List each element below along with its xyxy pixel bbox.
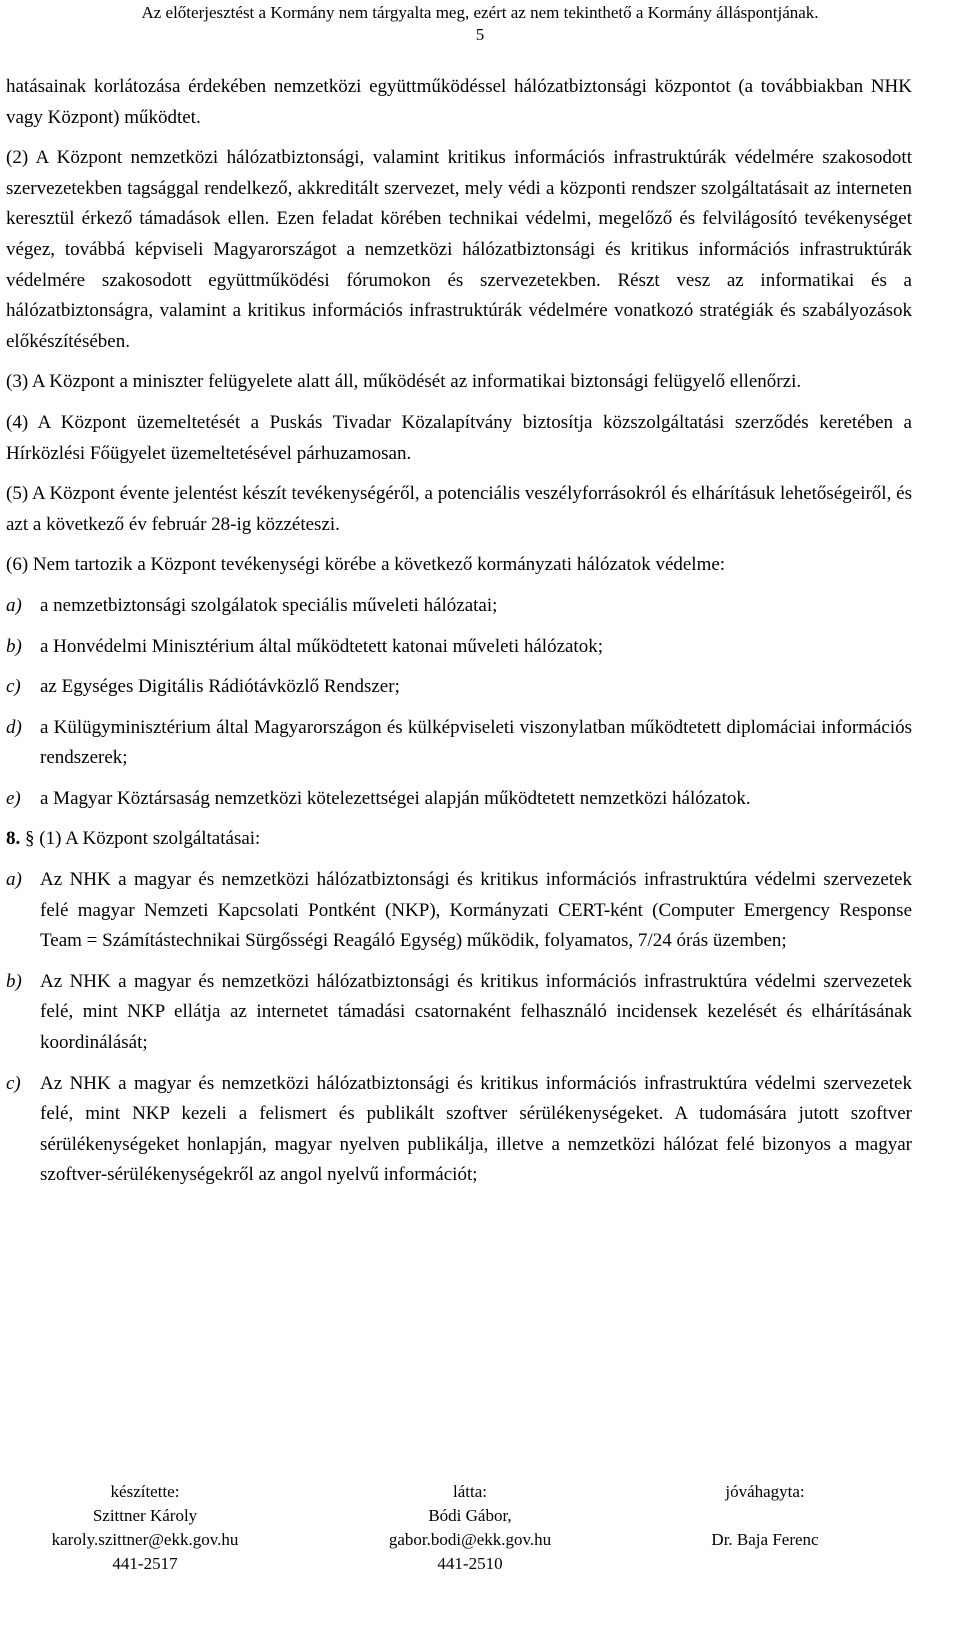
prepared-by-block: [20, 1480, 270, 1576]
list-item: [6, 865, 912, 957]
prepared-phone: 441-2517: [112, 1554, 178, 1573]
list-item: [6, 672, 912, 703]
list-item: [6, 632, 912, 663]
paragraph-5: (5) A Központ évente jelentést készít tevékenységéről, a potenciális veszélyforrásokról és elhárításuk lehetőségeiről, és azt a következő év február 28-ig közzéteszi.: [6, 483, 912, 535]
list-item: [6, 1069, 912, 1191]
page-header: [0, 2, 960, 46]
approved-role: jóváhagyta:: [725, 1482, 805, 1501]
list-item-label: b): [6, 970, 22, 992]
section-number: 8.: [6, 828, 21, 850]
paragraph-3: (3) A Központ a miniszter felügyelete alatt áll, működését az informatikai biztonsági felügyelő ellenőrzi.: [6, 371, 802, 393]
prepared-name: Szittner Károly: [92, 1506, 198, 1525]
seen-phone: 441-2510: [437, 1554, 503, 1573]
paragraph-2: (2) A Központ nemzetközi hálózatbiztonsági, valamint kritikus információs infrastruktúrák védelmére szakosodott szervezetekben tagsággal rendelkező, akkreditált szervezet, mely védi a központi rendszer szolgáltatásait az interneten keresztül érkező támadások ellen. Ezen feladat körében technikai védelmi, megelőző és felvilágosító tevékenységet végez, továbbá képviseli Magyarországot a nemzetközi hálózatbiztonsági és kritikus információs infrastruktúrák védelmére szakosodott együttműködési fórumokon és szervezetekben. Részt vesz az informatikai és a hálózatbiztonságra, valamint a kritikus információs infrastruktúrák védelmére vonatkozó stratégiák és szabályozások előkészítésében.: [6, 147, 912, 352]
list-item-text: Az NHK a magyar és nemzetközi hálózatbiztonsági és kritikus információs infrastruktúra védelmi szervezetek felé, mint NKP kezeli a felismert és publikált szoftver sérülékenységeket. A tudomására jutott szoftver sérülékenységeket honlapján, magyar nyelven publikálja, illetve a nemzetközi hálózat felé bizonyos a magyar szoftver-sérülékenységekről az angol nyelvű információt;: [40, 1072, 912, 1186]
list-item-text: a Honvédelmi Minisztérium által működtetett katonai műveleti hálózatok;: [40, 635, 603, 657]
document-body: [6, 72, 912, 1201]
list-item-label: c): [6, 1072, 21, 1094]
prepared-email: karoly.szittner@ekk.gov.hu: [51, 1530, 239, 1549]
list-item-text: az Egységes Digitális Rádiótávközlő Rendszer;: [40, 676, 400, 698]
intro-paragraph: hatásainak korlátozása érdekében nemzetközi együttműködéssel hálózatbiztonsági központot (a továbbiakban NHK vagy Központ) működtet.: [6, 76, 912, 128]
list-item-label: b): [6, 635, 22, 657]
list-item: [6, 784, 912, 815]
list-item-label: e): [6, 787, 21, 809]
prepared-role: készítette:: [110, 1482, 180, 1501]
list-item: [6, 591, 912, 622]
seen-by-block: [355, 1480, 585, 1576]
paragraph-6: (6) Nem tartozik a Központ tevékenységi körébe a következő kormányzati hálózatok védelme:: [6, 554, 726, 576]
seen-name: Bódi Gábor,: [428, 1506, 512, 1525]
list-item: [6, 713, 912, 774]
list-item: [6, 967, 912, 1059]
spacer: [680, 1504, 850, 1528]
approved-name: Dr. Baja Ferenc: [711, 1530, 819, 1549]
section-8-heading: [6, 824, 912, 855]
list-item-text: Az NHK a magyar és nemzetközi hálózatbiztonsági és kritikus információs infrastruktúra védelmi szervezetek felé, mint NKP ellátja az internetet támadási csatornaként felhasználó incidensek kezelését és elhárításának koordinálását;: [40, 970, 912, 1054]
paragraph-4: (4) A Központ üzemeltetését a Puskás Tivadar Közalapítvány biztosítja közszolgáltatási szerződés keretében a Hírközlési Főügyelet üzemeltetésével párhuzamosan.: [6, 411, 912, 464]
seen-role: látta:: [453, 1482, 487, 1501]
page-number: 5: [475, 25, 485, 44]
list-item-label: c): [6, 676, 21, 698]
list-item-label: a): [6, 869, 22, 891]
header-notice: Az előterjesztést a Kormány nem tárgyalta meg, ezért az nem tekinthető a Kormány álláspontjának.: [141, 3, 819, 22]
list-item-text: Az NHK a magyar és nemzetközi hálózatbiztonsági és kritikus információs infrastruktúra védelmi szervezetek felé magyar Nemzeti Kapcsolati Pontként (NKP), Kormányzati CERT-ként (Computer Emergency Response Team = Számítástechnikai Sürgősségi Reagáló Egység) működik, folyamatos, 7/24 órás üzemben;: [40, 869, 912, 952]
list-item-label: d): [6, 716, 22, 738]
list-item-text: a Magyar Köztársaság nemzetközi kötelezettségei alapján működtetett nemzetközi hálózatok.: [40, 787, 751, 809]
approved-by-block: [680, 1480, 850, 1552]
list-item-text: a nemzetbiztonsági szolgálatok speciális műveleti hálózatai;: [40, 594, 498, 616]
section-title: § (1) A Központ szolgáltatásai:: [25, 828, 261, 850]
seen-email: gabor.bodi@ekk.gov.hu: [388, 1530, 552, 1549]
list-item-label: a): [6, 594, 22, 616]
list-item-text: a Külügyminisztérium által Magyarországon és külképviseleti viszonylatban működtetett diplomáciai információs rendszerek;: [40, 716, 912, 769]
